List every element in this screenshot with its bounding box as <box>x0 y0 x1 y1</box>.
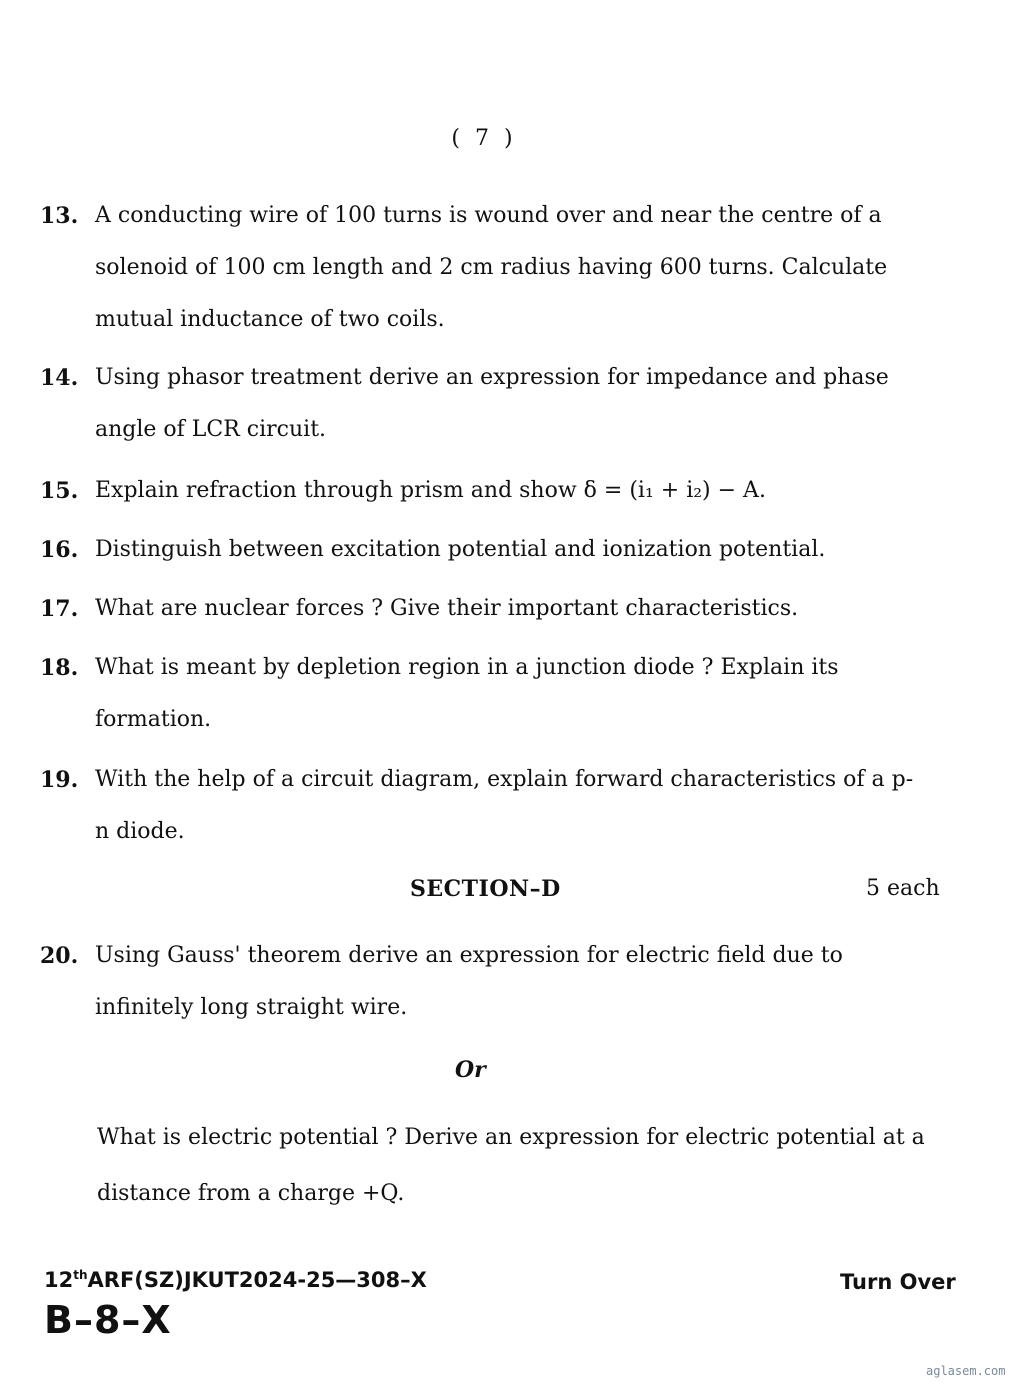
question-text: With the help of a circuit diagram, explain forward characteristics of a p-n diode. <box>95 767 914 844</box>
question-15 <box>40 465 920 517</box>
question-20-alternative: What is electric potential ? Derive an expression for electric potential at a distance from a charge +Q. <box>97 1125 925 1206</box>
question-14 <box>40 352 920 456</box>
question-number: 19. <box>40 767 79 793</box>
question-20 <box>40 930 920 1034</box>
question-number: 14. <box>40 365 79 391</box>
question-number: 17. <box>40 596 79 622</box>
question-text: A conducting wire of 100 turns is wound over and near the centre of a solenoid of 100 cm length and 2 cm radius having 600 turns. Calculate mutual inductance of two coils. <box>95 203 888 332</box>
or-separator: Or <box>455 1057 486 1083</box>
page-number: ( 7 ) <box>451 126 517 151</box>
section-title: SECTION–D <box>410 876 561 902</box>
paper-code <box>44 1268 427 1292</box>
paper-code-rest: ARF(SZ)JKUT2024-25—308–X <box>87 1268 427 1292</box>
watermark: aglasem.com <box>926 1364 1006 1378</box>
question-16 <box>40 524 920 576</box>
question-number: 15. <box>40 478 79 504</box>
question-text: Distinguish between excitation potential and ionization potential. <box>95 537 826 562</box>
question-text: What are nuclear forces ? Give their important characteristics. <box>95 596 799 621</box>
paper-code-sup: th <box>73 1268 88 1282</box>
turn-over-label: Turn Over <box>840 1270 956 1294</box>
question-number: 20. <box>40 943 79 969</box>
section-marks: 5 each <box>866 876 940 901</box>
question-text: Explain refraction through prism and show δ = (i₁ + i₂) − A. <box>95 478 766 503</box>
question-text: Using Gauss' theorem derive an expression for electric field due to infinitely long straight wire. <box>95 943 843 1020</box>
paper-code-prefix: 12 <box>44 1268 74 1292</box>
question-18 <box>40 642 920 746</box>
series-code: B–8–X <box>44 1298 172 1342</box>
question-text: What is meant by depletion region in a junction diode ? Explain its formation. <box>95 655 839 732</box>
question-17 <box>40 583 920 635</box>
question-number: 18. <box>40 655 79 681</box>
question-13 <box>40 190 920 346</box>
question-19 <box>40 754 920 858</box>
question-number: 13. <box>40 203 79 229</box>
question-text: Using phasor treatment derive an expression for impedance and phase angle of LCR circuit. <box>95 365 889 442</box>
question-number: 16. <box>40 537 79 563</box>
